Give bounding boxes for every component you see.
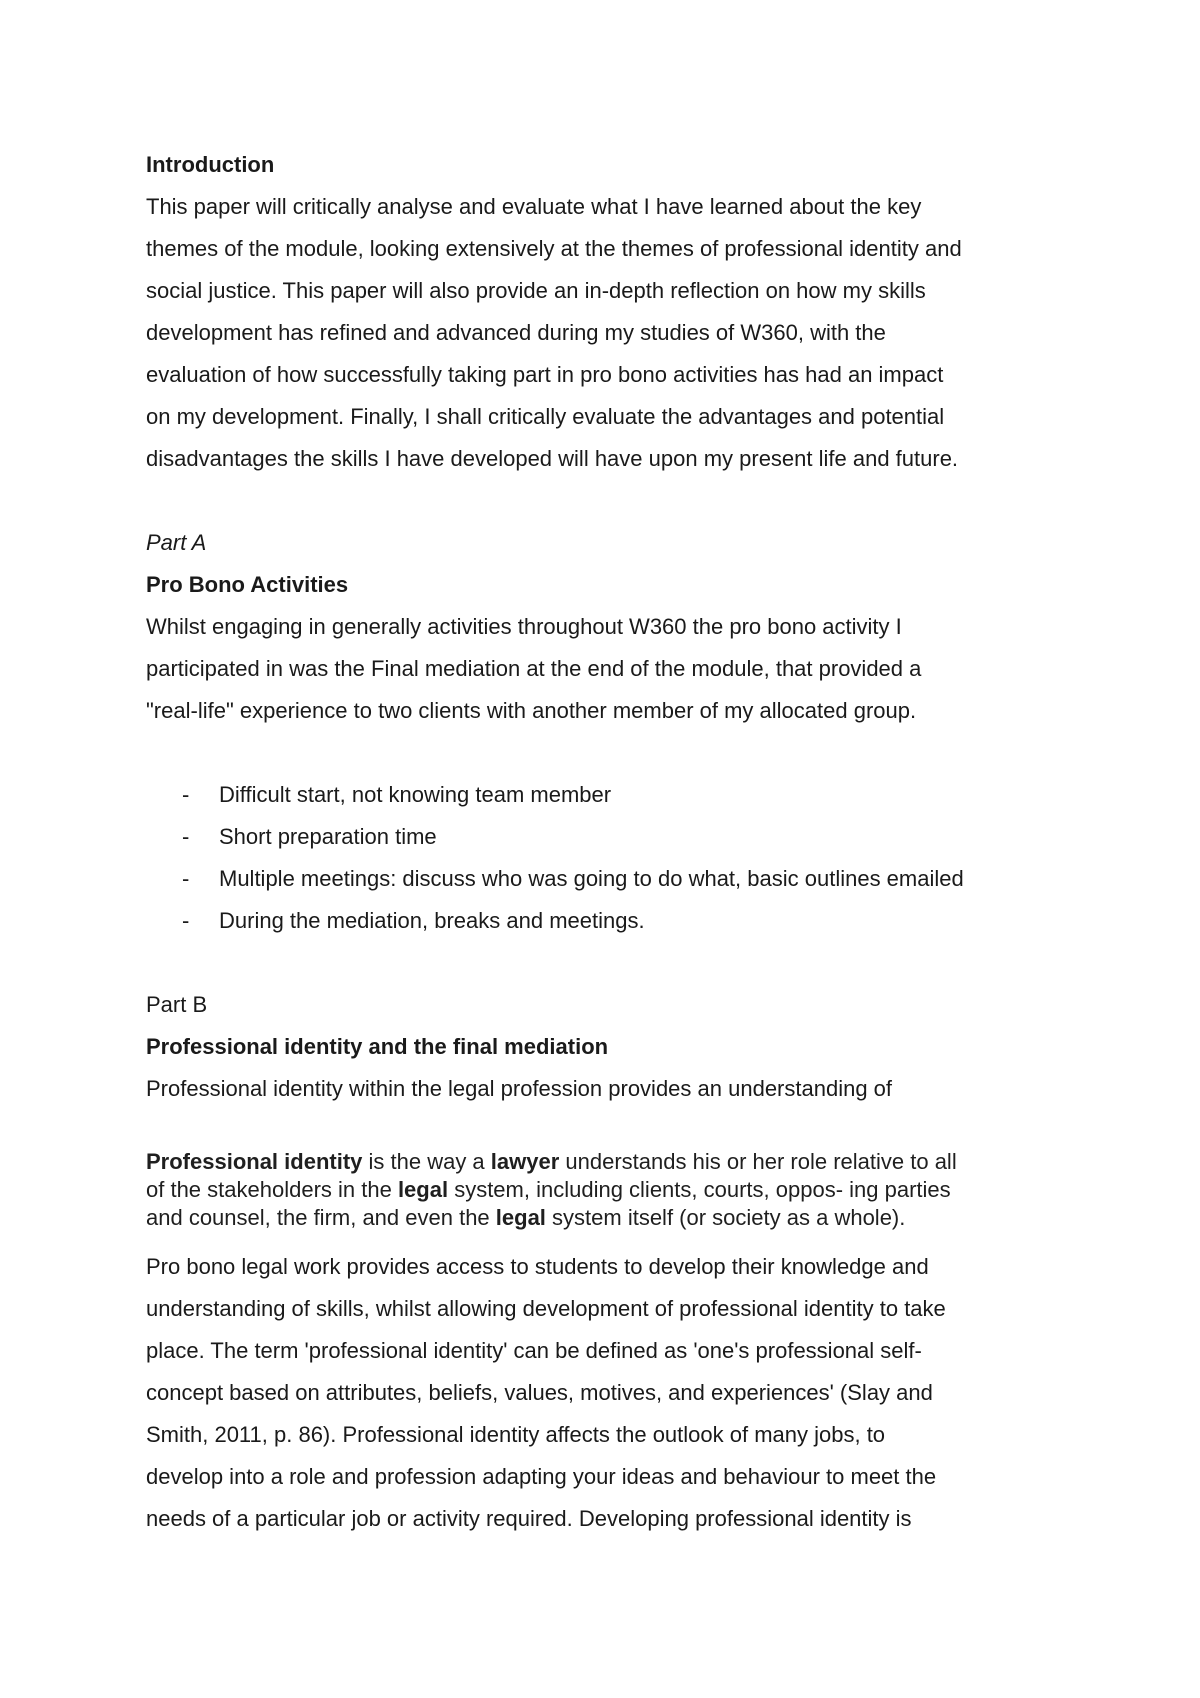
- list-item: [146, 816, 1066, 858]
- paragraph-line: understanding of skills, whilst allowing development of professional identity to take: [146, 1296, 946, 1321]
- definition-quote: [146, 1148, 1066, 1232]
- paragraph-line: Pro bono legal work provides access to students to develop their knowledge and: [146, 1254, 929, 1279]
- paragraph-line: evaluation of how successfully taking part in pro bono activities has had an impact: [146, 362, 944, 387]
- spacer: [146, 1232, 1066, 1246]
- paragraph-line: disadvantages the skills I have developed will have upon my present life and future.: [146, 446, 959, 471]
- introduction-paragraph: [146, 186, 1066, 480]
- dash-marker: -: [182, 824, 190, 849]
- paragraph-line: themes of the module, looking extensively at the themes of professional identity and: [146, 236, 962, 261]
- list-item-text: Multiple meetings: discuss who was going to do what, basic outlines emailed: [219, 866, 964, 891]
- dash-marker: -: [182, 782, 190, 807]
- spacer: [146, 942, 1066, 984]
- pro-bono-legal-work-paragraph: [146, 1246, 1066, 1540]
- paragraph-line: on my development. Finally, I shall critically evaluate the advantages and potential: [146, 404, 945, 429]
- list-item: [146, 900, 1066, 942]
- pro-bono-paragraph: [146, 606, 1066, 732]
- paragraph-line: development has refined and advanced during my studies of W360, with the: [146, 320, 886, 345]
- dash-marker: -: [182, 866, 190, 891]
- quote-line: and counsel, the firm, and even the legal system itself (or society as a whole).: [146, 1205, 906, 1230]
- paragraph-line: Professional identity within the legal profession provides an understanding of: [146, 1076, 893, 1101]
- paragraph-line: develop into a role and profession adapting your ideas and behaviour to meet the: [146, 1464, 937, 1489]
- quote-line: Professional identity is the way a lawyer understands his or her role relative to all: [146, 1149, 957, 1174]
- paragraph-line: "real-life" experience to two clients with another member of my allocated group.: [146, 698, 917, 723]
- list-item-text: Difficult start, not knowing team member: [219, 782, 612, 807]
- paragraph-line: social justice. This paper will also provide an in-depth reflection on how my skills: [146, 278, 926, 303]
- list-item: [146, 774, 1066, 816]
- part-b-label: Part B: [146, 992, 208, 1017]
- pro-bono-heading: Pro Bono Activities: [146, 572, 349, 597]
- list-item-text: During the mediation, breaks and meetings.: [219, 908, 645, 933]
- spacer: [146, 1110, 1066, 1148]
- quote-line: of the stakeholders in the legal system, including clients, courts, oppos- ing parties: [146, 1177, 951, 1202]
- dash-marker: -: [182, 908, 190, 933]
- spacer: [146, 732, 1066, 774]
- list-item: [146, 858, 1066, 900]
- part-a-label: Part A: [146, 530, 207, 555]
- paragraph-line: Smith, 2011, p. 86). Professional identity affects the outlook of many jobs, to: [146, 1422, 886, 1447]
- paragraph-line: Whilst engaging in generally activities throughout W360 the pro bono activity I: [146, 614, 902, 639]
- list-item-text: Short preparation time: [219, 824, 437, 849]
- spacer: [146, 480, 1066, 522]
- professional-identity-heading: Professional identity and the final mediation: [146, 1034, 609, 1059]
- introduction-heading: Introduction: [146, 152, 275, 177]
- paragraph-line: needs of a particular job or activity required. Developing professional identity is: [146, 1506, 912, 1531]
- bullet-list: [146, 774, 1066, 942]
- paragraph-line: participated in was the Final mediation at the end of the module, that provided a: [146, 656, 922, 681]
- paragraph-line: concept based on attributes, beliefs, values, motives, and experiences' (Slay and: [146, 1380, 933, 1405]
- paragraph-line: place. The term 'professional identity' can be defined as 'one's professional self-: [146, 1338, 922, 1363]
- document-body: [146, 144, 1066, 1540]
- paragraph-line: This paper will critically analyse and evaluate what I have learned about the key: [146, 194, 922, 219]
